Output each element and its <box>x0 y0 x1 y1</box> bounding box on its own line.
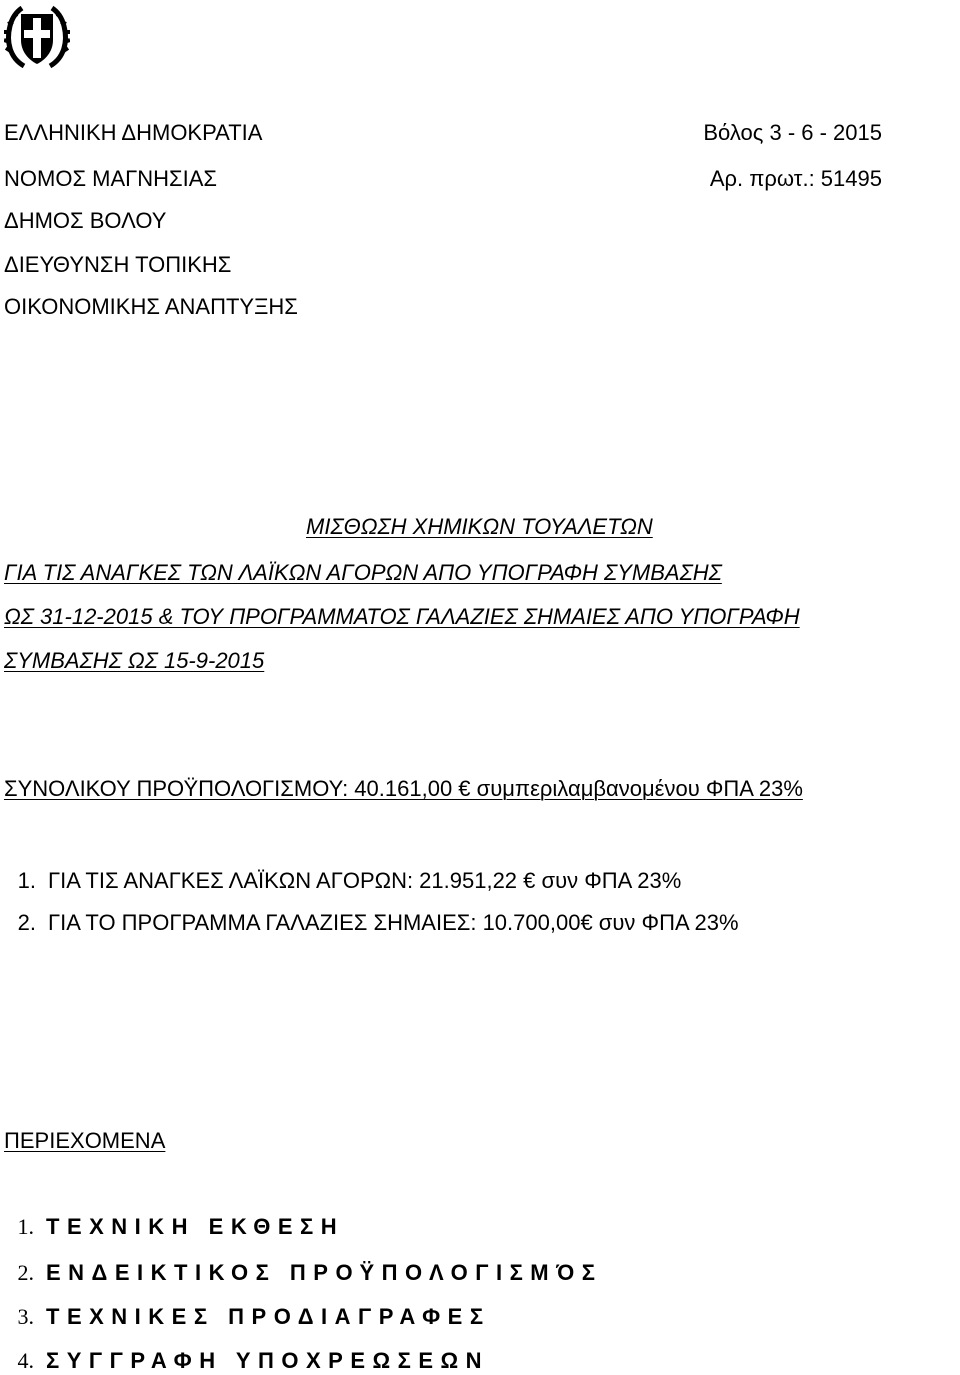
total-budget: ΣΥΝΟΛΙΚΟΥ ΠΡΟΫΠΟΛΟΓΙΣΜΟΥ: 40.161,00 € συμπεριλαμβανομένου ΦΠΑ 23% <box>4 776 803 801</box>
contents-item <box>4 1348 489 1374</box>
contents-item <box>4 1304 491 1330</box>
budget-item <box>4 910 739 936</box>
protocol-number: Αρ. πρωτ.: 51495 <box>709 166 882 191</box>
title-line-4: ΣΥΜΒΑΣΗΣ ΩΣ 15-9-2015 <box>4 648 265 673</box>
contents-item-number: 4. <box>17 1348 34 1373</box>
contents-item-number: 3. <box>17 1304 34 1329</box>
contents-item-number: 1. <box>17 1214 34 1239</box>
contents-item-label: ΕΝΔΕΙΚΤΙΚΟΣ ΠΡΟΫΠΟΛΟΓΙΣΜΌΣ <box>46 1260 603 1285</box>
budget-item-text: ΓΙΑ ΤΟ ΠΡΟΓΡΑΜΜΑ ΓΑΛΑΖΙΕΣ ΣΗΜΑΙΕΣ: 10.700,00€ συν ΦΠΑ 23% <box>48 910 739 935</box>
budget-item <box>4 868 681 894</box>
title-line-3: ΩΣ 31-12-2015 & ΤΟΥ ΠΡΟΓΡΑΜΜΑΤΟΣ ΓΑΛΑΖΙΕΣ ΣΗΜΑΙΕΣ ΑΠΟ ΥΠΟΓΡΑΦΗ <box>4 604 800 629</box>
header-line-5: ΟΙΚΟΝΟΜΙΚΗΣ ΑΝΑΠΤΥΞΗΣ <box>4 294 298 319</box>
contents-item <box>4 1214 344 1240</box>
contents-title: ΠΕΡΙΕΧΟΜΕΝΑ <box>4 1128 166 1153</box>
document-date: Βόλος 3 - 6 - 2015 <box>703 120 882 145</box>
contents-item-label: ΤΕΧΝΙΚΗ ΕΚΘΕΣΗ <box>46 1214 345 1239</box>
header-line-4: ΔΙΕΥΘΥΝΣΗ ΤΟΠΙΚΗΣ <box>4 252 232 277</box>
contents-item-label: ΣΥΓΓΡΑΦΗ ΥΠΟΧΡΕΩΣΕΩΝ <box>46 1348 490 1373</box>
contents-item-number: 2. <box>17 1260 34 1285</box>
budget-item-number: 1. <box>17 868 36 893</box>
title-line-1: ΜΙΣΘΩΣΗ ΧΗΜΙΚΩΝ ΤΟΥΑΛΕΤΩΝ <box>306 514 653 539</box>
title-line-2: ΓΙΑ ΤΙΣ ΑΝΑΓΚΕΣ ΤΩΝ ΛΑΪΚΩΝ ΑΓΟΡΩΝ ΑΠΟ ΥΠΟΓΡΑΦΗ ΣΥΜΒΑΣΗΣ <box>4 560 722 585</box>
greek-emblem-icon <box>4 2 70 72</box>
contents-item-label: ΤΕΧΝΙΚΕΣ ΠΡΟΔΙΑΓΡΑΦΕΣ <box>46 1304 491 1329</box>
header-line-3: ΔΗΜΟΣ ΒΟΛΟΥ <box>4 208 167 233</box>
header-line-1: ΕΛΛΗΝΙΚΗ ΔΗΜΟΚΡΑΤΙΑ <box>4 120 263 145</box>
budget-item-text: ΓΙΑ ΤΙΣ ΑΝΑΓΚΕΣ ΛΑΪΚΩΝ ΑΓΟΡΩΝ: 21.951,22 € συν ΦΠΑ 23% <box>48 868 682 893</box>
header-line-2: ΝΟΜΟΣ ΜΑΓΝΗΣΙΑΣ <box>4 166 218 191</box>
budget-item-number: 2. <box>17 910 36 935</box>
contents-item <box>4 1260 602 1286</box>
